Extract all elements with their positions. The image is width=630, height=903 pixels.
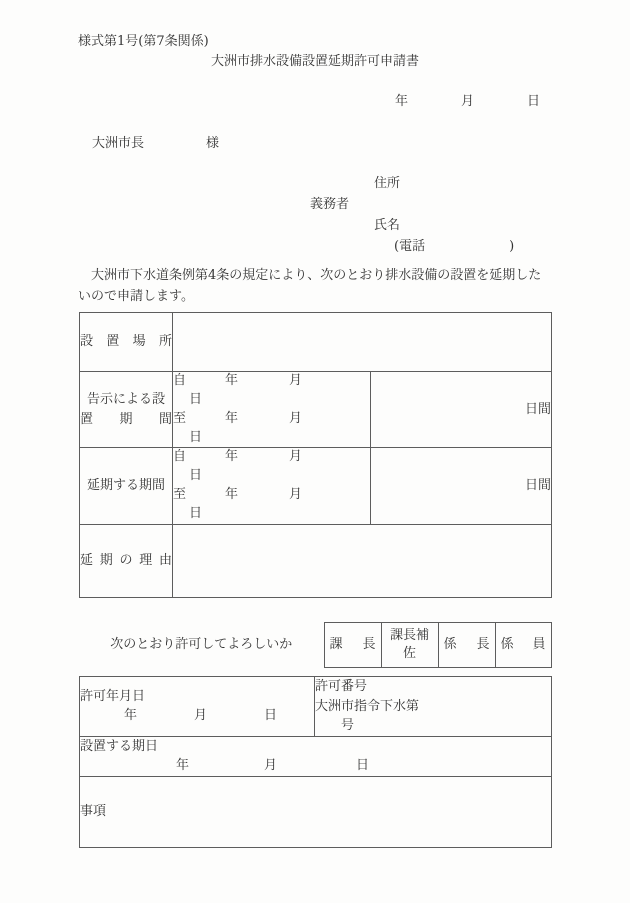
field-install-date[interactable] (80, 736, 552, 776)
notified-period-from: 自 年 月 (173, 373, 303, 388)
applicant-address-row (310, 174, 514, 195)
notified-period-to-day: 日 (189, 429, 203, 445)
postpone-period-from-day: 日 (189, 468, 203, 484)
field-matters[interactable] (80, 776, 552, 847)
install-date-ymd: 年 月 日 (176, 758, 370, 773)
applicant-name-row (310, 216, 514, 237)
approval-row-install-date (80, 736, 552, 776)
notified-period-from-day: 日 (189, 391, 203, 407)
postpone-period-from: 自 年 月 (173, 449, 303, 465)
permit-date-ymd: 年 月 日 (124, 708, 278, 724)
application-table (79, 312, 552, 598)
approval-header-row (79, 623, 551, 668)
field-permit-number[interactable] (315, 677, 552, 737)
postpone-period-to: 至 年 月 (173, 487, 303, 503)
submission-date-line (395, 92, 540, 112)
document-title: 大洲市排水設備設置延期許可申請書 (210, 54, 419, 69)
table-row-reason (80, 524, 552, 597)
date-month-label: 月 (460, 94, 474, 109)
date-year-label: 年 (395, 94, 409, 109)
label-notified-period: 告示による設 置 期 間 (80, 372, 173, 448)
table-row-install-location (80, 313, 552, 372)
label-postpone-period: 延期する期間 (80, 448, 173, 524)
permit-number-prefix: 大洲市指令下水第 (315, 698, 420, 714)
approval-header (79, 622, 552, 668)
table-row-notified-period (80, 372, 552, 448)
approval-row-permit (80, 677, 552, 737)
table-row-postpone-period (80, 448, 552, 524)
approval-box-deputy-section-chief[interactable]: 課長補佐 (381, 623, 438, 668)
input-notified-period-days[interactable] (371, 372, 552, 448)
approval-box-section-chief[interactable]: 課長 (324, 623, 381, 668)
addressee-honorific: 様 (206, 136, 220, 151)
permit-number-label: 許可番号 (315, 679, 368, 694)
approval-prompt: 次のとおり許可してよろしいか (110, 637, 293, 653)
input-notified-period[interactable] (173, 372, 371, 448)
approval-box-staff[interactable]: 係員 (495, 623, 551, 668)
approval-table (79, 676, 552, 848)
notified-period-to: 至 年 月 (173, 410, 303, 426)
addressee (92, 134, 219, 154)
phone-label-close: ) (509, 239, 515, 254)
form-number: 様式第1号(第7条関係) (78, 34, 209, 49)
phone-label-open: (電話 (394, 239, 426, 254)
applicant-obligor-row (310, 195, 514, 216)
permit-date-label: 許可年月日 (80, 688, 146, 704)
field-permit-date[interactable] (80, 677, 315, 737)
input-reason[interactable] (173, 524, 552, 597)
addressee-name: 大洲市長 (92, 136, 145, 151)
notified-days-label: 日間 (524, 401, 551, 417)
approval-box-subsection-chief[interactable]: 係長 (438, 623, 495, 668)
name-label: 氏名 (374, 218, 401, 233)
input-postpone-period-days[interactable] (371, 448, 552, 524)
address-label: 住所 (374, 176, 401, 191)
applicant-block (310, 174, 514, 258)
label-install-location: 設置場所 (80, 313, 173, 372)
permit-number-suffix: 号 (341, 718, 355, 733)
obligor-label: 義務者 (310, 197, 350, 212)
label-reason: 延期の理由 (80, 524, 173, 597)
body-paragraph: 大洲市下水道条例第4条の規定により、次のとおり排水設備の設置を延期したいので申請します。 (78, 268, 542, 304)
postpone-days-label: 日間 (524, 478, 551, 494)
postpone-period-to-day: 日 (189, 505, 203, 521)
date-day-label: 日 (526, 94, 540, 109)
install-date-label: 設置する期日 (80, 738, 159, 754)
applicant-phone-row (310, 237, 514, 258)
input-install-location[interactable] (173, 313, 552, 372)
input-postpone-period[interactable] (173, 448, 371, 524)
matters-label: 事項 (80, 803, 107, 819)
approval-row-matters (80, 776, 552, 847)
